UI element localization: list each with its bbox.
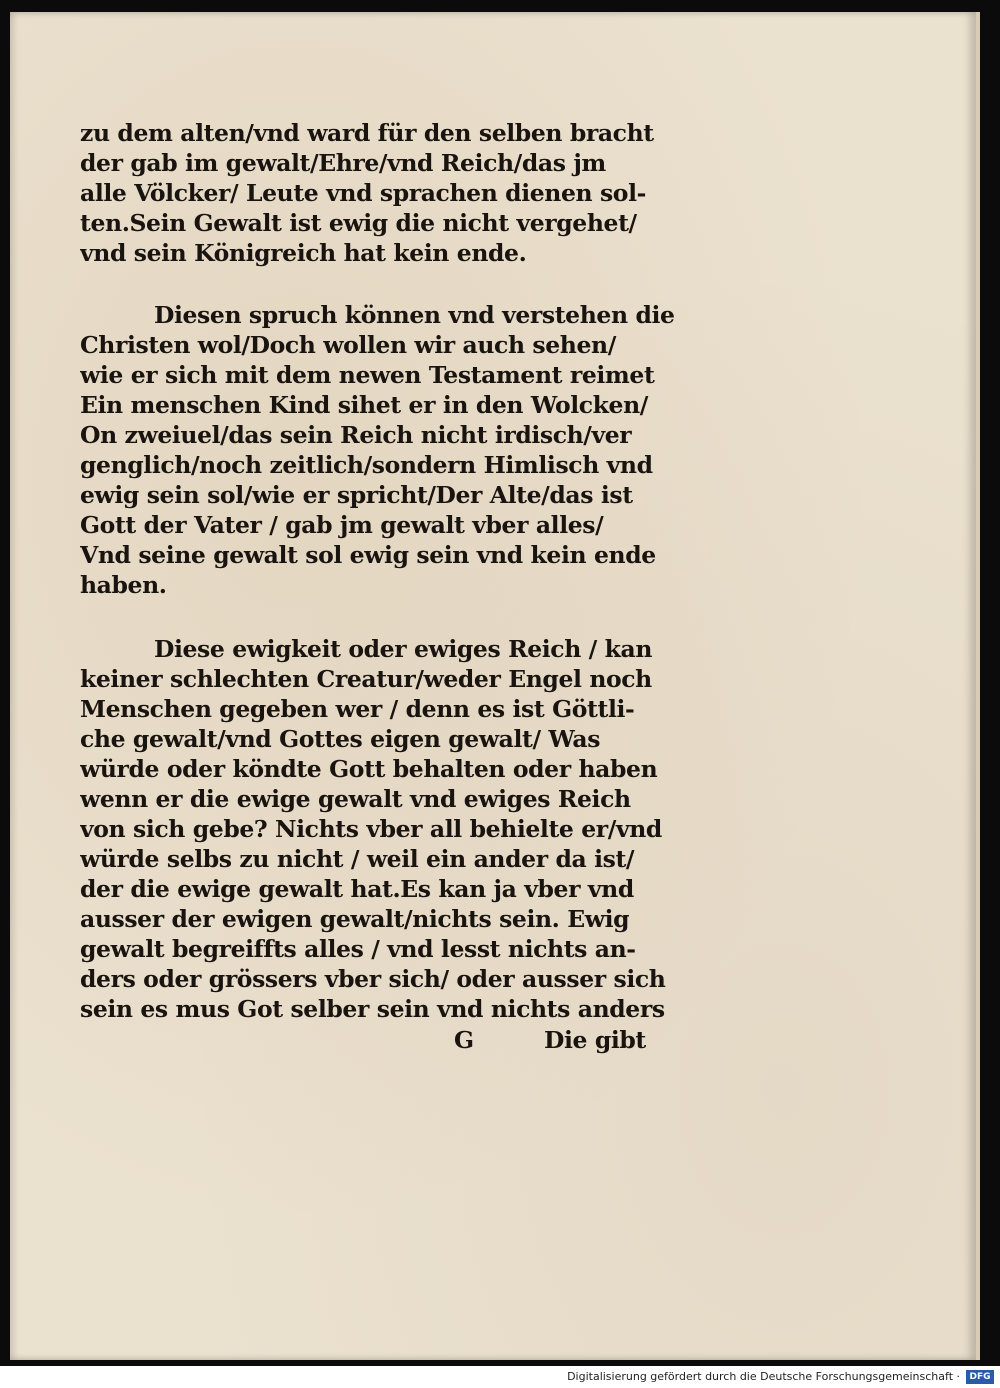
text-line: Menschen gegeben wer / denn es ist Göttli- (80, 695, 635, 723)
text-line: wie er sich mit dem newen Testament reimet (80, 361, 655, 389)
text-line: ten.Sein Gewalt ist ewig die nicht vergehet/ (80, 209, 637, 237)
text-line: ausser der ewigen gewalt/nichts sein. Ewig (80, 905, 630, 933)
dfg-credit: Digitalisierung gefördert durch die Deutsche Forschungsgemeinschaft · (567, 1370, 960, 1383)
paragraph-1 (80, 118, 680, 268)
text-line: der gab im gewalt/Ehre/vnd Reich/das jm (80, 149, 606, 177)
page-text (80, 118, 680, 1056)
text-line: würde oder köndte Gott behalten oder haben (80, 755, 658, 783)
text-line: Gott der Vater / gab jm gewalt vber alles/ (80, 511, 604, 539)
text-line: keiner schlechten Creatur/weder Engel noch (80, 665, 652, 693)
dfg-logo: DFG (966, 1370, 994, 1384)
page-footer-line (80, 1024, 680, 1056)
text-line: Ein menschen Kind sihet er in den Wolcken/ (80, 391, 648, 419)
catchword: Die gibt (544, 1026, 646, 1054)
paragraph-2 (80, 300, 680, 600)
text-line: On zweiuel/das sein Reich nicht irdisch/ver (80, 421, 632, 449)
text-line: alle Völcker/ Leute vnd sprachen dienen sol- (80, 179, 646, 207)
paragraph-3 (80, 634, 680, 1024)
text-line: Christen wol/Doch wollen wir auch sehen/ (80, 331, 616, 359)
text-line: der die ewige gewalt hat.Es kan ja vber vnd (80, 875, 634, 903)
text-line: von sich gebe? Nichts vber all behielte er/vnd (80, 815, 662, 843)
text-line: Vnd seine gewalt sol ewig sein vnd kein ende (80, 541, 656, 569)
text-line: haben. (80, 571, 167, 599)
text-line: Diese ewigkeit oder ewiges Reich / kan (154, 635, 653, 663)
text-line: Diesen spruch können vnd verstehen die (154, 301, 675, 329)
text-line: sein es mus Got selber sein vnd nichts anders (80, 995, 665, 1023)
text-line: gewalt begreiffts alles / vnd lesst nichts an- (80, 935, 636, 963)
text-line: che gewalt/vnd Gottes eigen gewalt/ Was (80, 725, 601, 753)
digitization-footer (0, 1366, 1000, 1388)
signature-mark: G (454, 1026, 474, 1054)
text-line: genglich/noch zeitlich/sondern Himlisch vnd (80, 451, 653, 479)
text-line: ders oder grössers vber sich/ oder ausser sich (80, 965, 666, 993)
text-line: wenn er die ewige gewalt vnd ewiges Reich (80, 785, 631, 813)
text-line: ewig sein sol/wie er spricht/Der Alte/das ist (80, 481, 633, 509)
page-edge (976, 12, 980, 1360)
text-line: würde selbs zu nicht / weil ein ander da ist/ (80, 845, 635, 873)
text-line: vnd sein Königreich hat kein ende. (80, 239, 527, 267)
text-line: zu dem alten/vnd ward für den selben bracht (80, 119, 654, 147)
